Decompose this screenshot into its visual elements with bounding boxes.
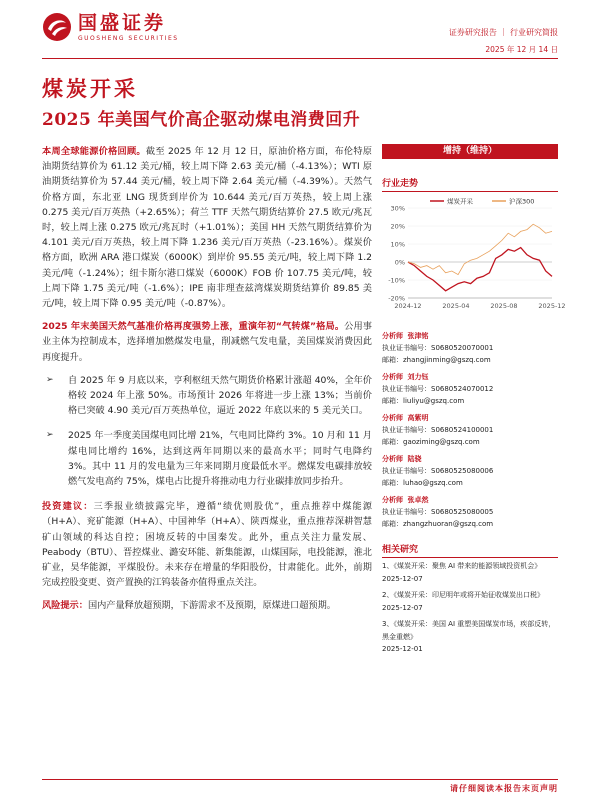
related-report[interactable] [382, 589, 558, 614]
analyst-entry [382, 494, 558, 530]
industry-trend-chart [382, 194, 566, 318]
x-tick-label: 2024-12 [394, 302, 422, 310]
paragraph-label: 本周全球能源价格回顾。 [42, 146, 146, 157]
series-line [408, 224, 552, 274]
analyst-entry [382, 412, 558, 448]
y-tick-label: 30% [390, 204, 405, 213]
legend-label: 沪深300 [509, 197, 535, 206]
related-research-heading: 相关研究 [382, 542, 558, 558]
related-report-title: 2、《煤炭开采：印尼明年或将开始征收煤炭出口税》 [382, 591, 544, 599]
analyst-cert: 执业证书编号：S0680525080005 [382, 508, 494, 516]
analyst-entry [382, 371, 558, 407]
analyst-role: 分析师 [382, 496, 403, 504]
related-report[interactable] [382, 618, 558, 656]
logo-text-en: GUOSHENG SECURITIES [78, 35, 179, 42]
paragraph-gas-to-coal [42, 319, 372, 365]
y-tick-label: 0% [394, 258, 405, 267]
footer-divider [42, 779, 558, 780]
paragraph-text: 截至 2025 年 12 月 12 日，原油价格方面，布伦特原油期货结算价为 61.12 美元/桶，较上周下降 2.63 美元/桶（-4.13%）；WTI 原油期货结算价为 57.44 美元/桶，较上周下降 2.64 美元/桶（-4.39%）。天然气价格方面，东北亚 LNG 现货到岸价为 10.644 美元/百万英热，较上周上涨 0.275 美元/百万英热（+2.65%）；荷兰 TTF 天然气期货结算价 27.5 欧元/兆瓦时，较上周上涨 0.275 欧元/兆瓦时（+1.01%）；美国 HH 天然气期货结算价为 4.101 美元/百万英热，较上周下降 1.236 美元/百万英热（-23.16%）。煤炭价格方面，欧洲 ARA 港口煤炭（6000K）到岸价 95.55 美元/吨，较上周下降 1.2 美元/吨（-1.24%）；纽卡斯尔港口煤炭（6000K）FOB 价 107.75 美元/吨，较上周下降 1.75 美元/吨（-1.6%）；IPE 南非理查兹湾煤炭期货结算价 89.85 美元/吨，较上周下降 0.95 美元/吨（-0.87%）。 [42, 146, 372, 310]
x-tick-label: 2025-12 [538, 302, 566, 310]
paragraph-text: 国内产量释放超预期，下游需求不及预期，原煤进口超预期。 [87, 600, 336, 612]
rating-badge: 增持（维持） [382, 144, 558, 159]
analyst-cert: 执业证书编号：S0680525080006 [382, 467, 494, 475]
related-report-title: 3、《煤炭开采：美国 AI 重塑美国煤炭市场，疾部反转，黑金重燃》 [382, 620, 556, 641]
analyst-email[interactable]: 邮箱：zhangjinming@gszq.com [382, 356, 491, 364]
paragraph-label: 2025 年末美国天然气基准价格再度强势上涨，重演年初“气转煤”格局。 [42, 321, 345, 333]
trend-heading: 行业走势 [382, 176, 558, 192]
x-tick-label: 2025-08 [490, 302, 518, 310]
series-line [408, 248, 552, 291]
related-report-title: 1、《煤炭开采：聚焦 AI 带来的能源领域投资机会》 [382, 562, 542, 570]
logo-icon [42, 12, 72, 42]
sector-name: 煤炭开采 [42, 76, 138, 101]
related-report[interactable] [382, 560, 558, 585]
analyst-role: 分析师 [382, 332, 403, 340]
y-tick-label: 20% [390, 222, 405, 231]
analyst-name: 陆骁 [407, 455, 422, 463]
related-report-date: 2025-12-01 [382, 645, 423, 653]
report-date: 2025 年 12 月 14 日 [485, 45, 558, 54]
paragraph-text: 三季报业绩披露完毕，遵循“绩优则股优”，重点推荐中煤能源（H+A）、兖矿能源（H+A）、中国神华（H+A）、陕西煤业，重点推荐深耕智慧矿山领域的科达自控；困境反转的中国秦发。此外，重点关注力量发展、Peabody（BTU）、晋控煤业、潞安环能、新集能源，山煤国际，电投能源，淮北矿业，昊华能源，平煤股份。未来存在增量的华阳股份，甘肃能化。此外，前期完成控股变更、资产置换的江钨装备亦值得重点关注。 [42, 501, 372, 589]
related-research-list [382, 560, 558, 660]
report-type: 证券研究报告 ｜ 行业研究简报 [448, 28, 558, 37]
header-divider [42, 58, 558, 59]
analyst-cert: 执业证书编号：S0680524100001 [382, 426, 494, 434]
analyst-name: 刘力钰 [407, 373, 429, 381]
analyst-list [382, 330, 558, 535]
analyst-cert: 执业证书编号：S0680524070012 [382, 385, 494, 393]
logo-text-cn: 国盛证券 [78, 12, 167, 34]
analyst-role: 分析师 [382, 373, 403, 381]
analyst-entry [382, 453, 558, 489]
bullet-text: 2025 年一季度美国煤电同比增 21%，气电同比降约 3%。10 月和 11 月煤电同比增约 16%，达到这两年同期以来的最高水平；同时气电降约 3%。其中 11 月的发电量为三年来同期月度最低水平。燃煤发电碳排放较燃气发电高约 75%，煤电占比提升将推动电力行业碳排放同步抬升。 [68, 430, 372, 488]
arrow-bullet-icon: ➢ [46, 374, 54, 385]
arrow-bullet-icon: ➢ [46, 430, 54, 441]
analyst-email[interactable]: 邮箱：luhao@gszq.com [382, 479, 463, 487]
paragraph-label: 风险提示： [42, 600, 88, 612]
y-tick-label: -10% [388, 276, 405, 285]
analyst-role: 分析师 [382, 455, 403, 463]
y-tick-label: 10% [390, 240, 405, 249]
footer-disclaimer: 请仔细阅读本报告末页声明 [450, 784, 558, 793]
paragraph-risk [42, 598, 372, 613]
legend-label: 煤炭开采 [447, 197, 473, 206]
company-logo [42, 12, 179, 42]
analyst-name: 张津铭 [407, 332, 429, 340]
related-report-date: 2025-12-07 [382, 603, 423, 612]
paragraph-text: 公用事业主体为控制成本，选择增加燃煤发电量，削减燃气发电量，美国煤炭消费因此再度提升。 [42, 321, 372, 363]
paragraph-price-review [42, 144, 372, 311]
y-tick-label: -20% [388, 294, 405, 303]
bullet-text: 自 2025 年 9 月底以来，亨利枢纽天然气期货价格累计涨超 40%，全年价格较 2024 年上涨 50%。市场预计 2026 年将进一步上涨 13%；当前价格已突破 4.90 美元/百万英热单位，逼近 2022 年底以来的 5 美元关口。 [68, 374, 372, 417]
analyst-name: 高紫明 [407, 414, 429, 422]
analyst-email[interactable]: 邮箱：liuliyu@gszq.com [382, 397, 465, 405]
main-body [42, 144, 372, 622]
analyst-role: 分析师 [382, 414, 403, 422]
analyst-email[interactable]: 邮箱：zhangzhuoran@gszq.com [382, 520, 494, 528]
related-report-date: 2025-12-07 [382, 574, 423, 583]
analyst-cert: 执业证书编号：S0680520070001 [382, 344, 494, 352]
x-tick-label: 2025-04 [442, 302, 470, 310]
analyst-entry [382, 330, 558, 366]
analyst-name: 张卓然 [407, 496, 429, 504]
bullet-item [42, 373, 372, 419]
bullet-item [42, 428, 372, 489]
paragraph-label: 投资建议： [42, 501, 94, 513]
paragraph-investment-advice [42, 499, 372, 590]
report-title: 2025 年美国气价高企驱动煤电消费回升 [42, 110, 361, 130]
analyst-email[interactable]: 邮箱：gaoziming@gszq.com [382, 438, 480, 446]
